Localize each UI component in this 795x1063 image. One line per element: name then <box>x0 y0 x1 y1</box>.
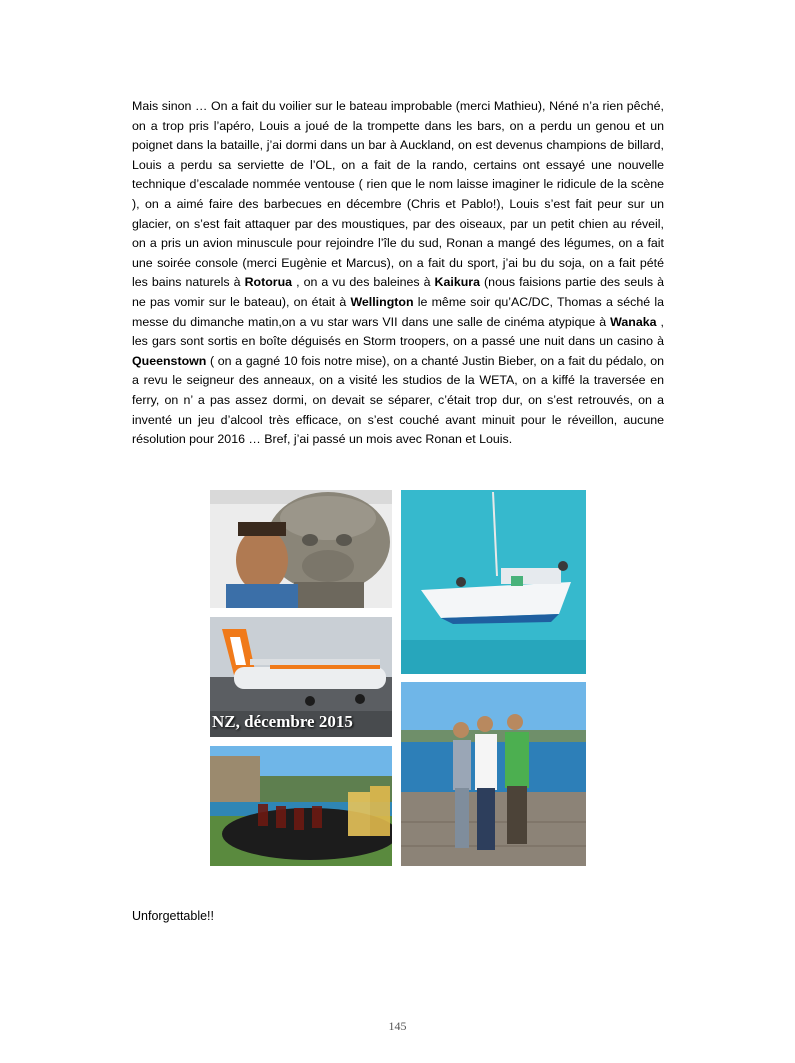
photo-group-pier <box>401 682 586 866</box>
text-run: le même soir qu’AC/DC, Thomas a séché la messe du dimanche matin,on a vu star wars VII dans une salle de cinéma atypique à <box>132 294 664 329</box>
text-run: , on a vu des baleines à <box>292 275 435 290</box>
collage-caption: NZ, décembre 2015 <box>212 712 353 731</box>
photo-sailboat <box>401 490 586 674</box>
photo-troll-selfie <box>210 490 392 608</box>
page-number: 145 <box>388 1019 407 1033</box>
photo-drinks-table <box>210 746 392 866</box>
main-paragraph <box>132 97 664 450</box>
place-kaikura: Kaikura <box>434 275 481 290</box>
text-run: , les gars sont sortis en boîte déguisés en Storm troopers, on a passé une nuit dans un casino à <box>132 314 664 349</box>
text-run: Mais sinon … On a fait du voilier sur le bateau improbable (merci Mathieu), Néné n’a rien pêché, on a trop pris l’apéro, Louis a joué de la trompette dans les bars, on a perdu un genou et un poignet dans la bataille, j’ai dormi dans un bar à Auckland, on est devenus champions de billard, Louis a perdu sa serviette de l’OL, on a fait de la rando, certains ont essayé une nouvelle technique d’escalade nommée ventouse ( rien que le nom laisse imaginer le ridicule de la scène ), on a aimé faire des barbecues en décembre (Chris et Pablo!), Louis s’est fait peur sur un glacier, on s’est fait attaquer par des moustiques, par des oiseaux, par un petit chien au réveil, on a pris un avion minuscule pour rejoindre l’île du sud, Ronan a mangé des légumes, on a fait une soirée console (merci Eugènie et Marcus), on a fait du sport, j’ai bu du soja, on a fait pété les bains naturels à <box>132 99 664 290</box>
place-wellington: Wellington <box>350 294 414 309</box>
closing-text: Unforgettable!! <box>132 909 214 923</box>
text-run: ( on a gagné 10 fois notre mise), on a chanté Justin Bieber, on a fait du pédalo, on a revu le seigneur des anneaux, on a visité les studios de la WETA, on a kiffé la traversée en ferry, on n’ a pas assez dormi, on devait se séparer, c’était trop dur, on s’est retrouvés, on a inventé un jeu d’alcool très efficace, on s’est couché avant minuit pour le réveillon, aucune résolution pour 2016 … Bref, j’ai passé un mois avec Ronan et Louis. <box>132 353 664 447</box>
text-run: (nous faisions partie des seuls à ne pas vomir sur le bateau), on était à <box>132 275 664 309</box>
place-queenstown: Queenstown <box>132 353 207 368</box>
place-wanaka: Wanaka <box>610 314 657 329</box>
place-rotorua: Rotorua <box>244 275 293 290</box>
